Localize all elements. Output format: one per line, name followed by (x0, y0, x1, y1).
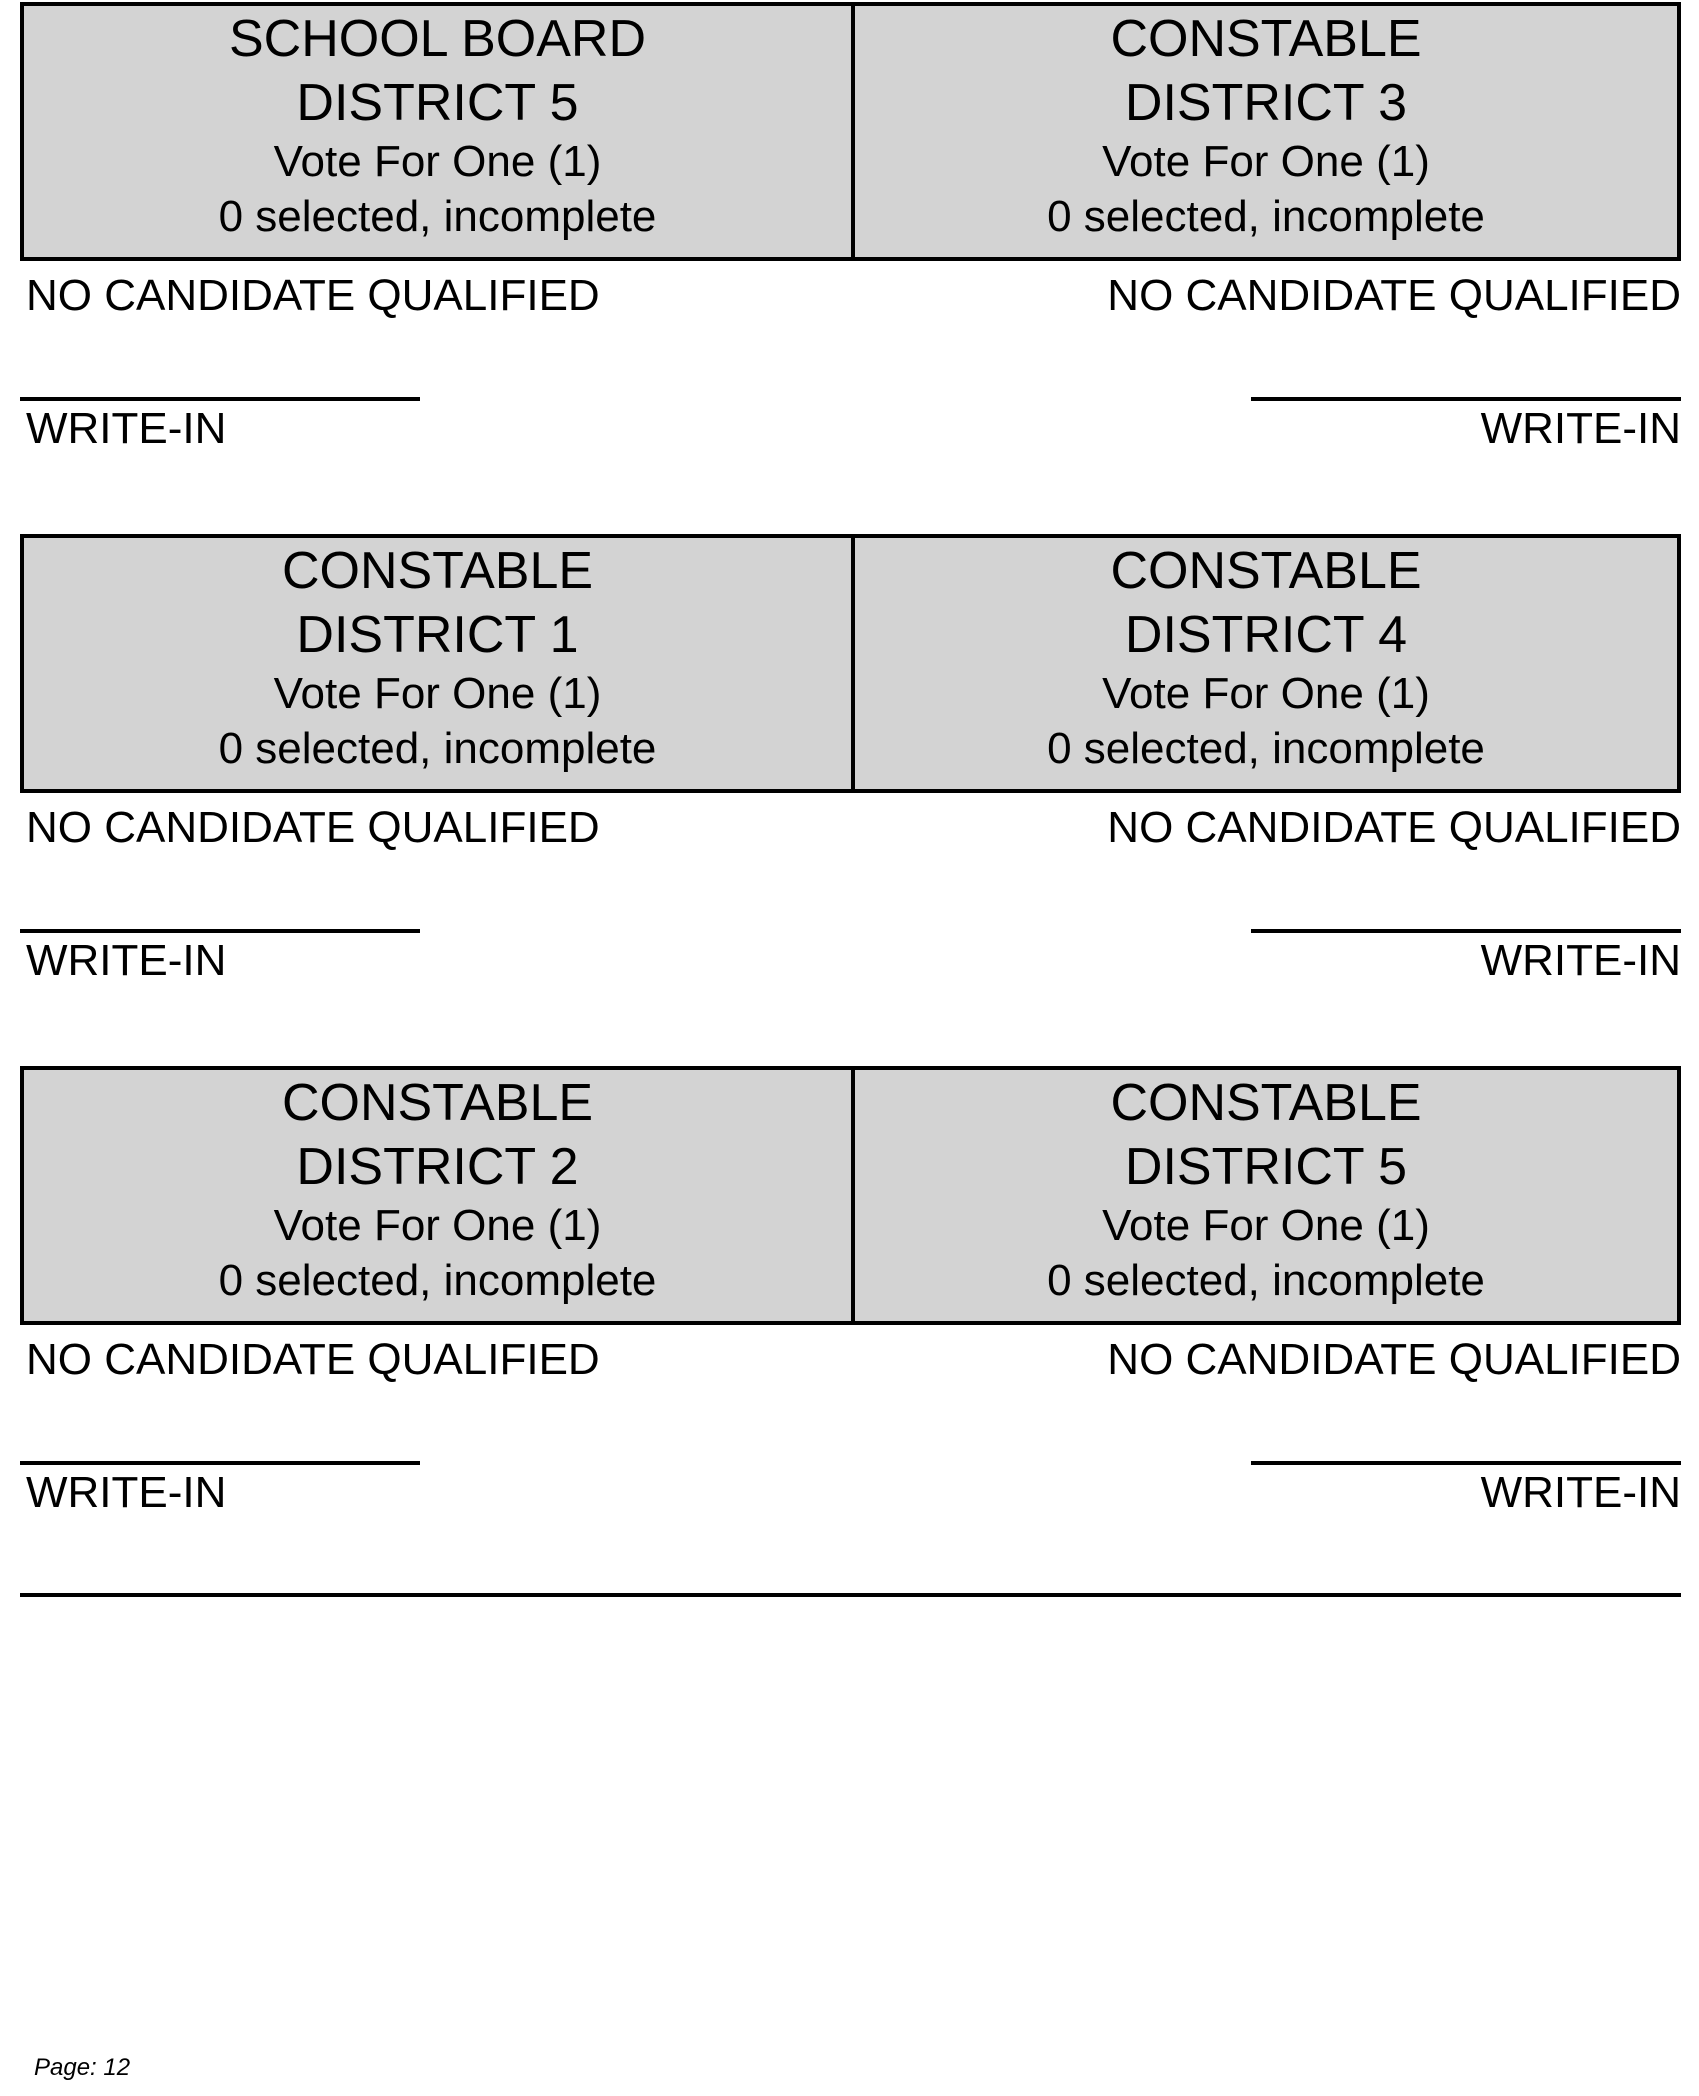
selection-status: 0 selected, incomplete (218, 192, 657, 241)
selection-status: 0 selected, incomplete (1047, 192, 1485, 241)
write-in-label: WRITE-IN (26, 936, 227, 985)
contest-district: DISTRICT 5 (1124, 1138, 1408, 1196)
selection-status: 0 selected, incomplete (1047, 1256, 1485, 1305)
contest-header-constable-district-2 (24, 1070, 851, 1321)
candidate-option[interactable]: NO CANDIDATE QUALIFIED (1107, 1335, 1681, 1384)
ballot-row-3 (20, 1064, 1681, 1594)
selection-status: 0 selected, incomplete (1047, 724, 1485, 773)
contest-header-school-board-district-5 (24, 6, 851, 257)
contest-header-row (20, 1066, 1681, 1325)
contest-district: DISTRICT 5 (296, 74, 579, 132)
contest-district: DISTRICT 1 (296, 606, 579, 664)
candidate-option[interactable]: NO CANDIDATE QUALIFIED (26, 271, 600, 320)
selection-status: 0 selected, incomplete (218, 1256, 657, 1305)
contest-district: DISTRICT 4 (1124, 606, 1408, 664)
candidate-option[interactable]: NO CANDIDATE QUALIFIED (1107, 803, 1681, 852)
candidate-option[interactable]: NO CANDIDATE QUALIFIED (26, 1335, 600, 1384)
write-in-label: WRITE-IN (26, 1468, 227, 1517)
contest-district: DISTRICT 3 (1124, 74, 1408, 132)
contest-title: CONSTABLE (1110, 542, 1422, 600)
contest-title: SCHOOL BOARD (228, 10, 647, 68)
ballot-row-1 (20, 0, 1681, 530)
contest-header-constable-district-5 (855, 1070, 1677, 1321)
contest-header-row (20, 2, 1681, 261)
contest-title: CONSTABLE (281, 542, 594, 600)
contest-title: CONSTABLE (1110, 1074, 1422, 1132)
vote-for-instruction: Vote For One (1) (273, 1201, 602, 1250)
vote-for-instruction: Vote For One (1) (1102, 669, 1430, 718)
ballot-row-2 (20, 532, 1681, 1062)
page-number: Page: 12 (34, 2054, 131, 2081)
candidate-option[interactable]: NO CANDIDATE QUALIFIED (26, 803, 600, 852)
vote-for-instruction: Vote For One (1) (1102, 1201, 1430, 1250)
contest-title: CONSTABLE (281, 1074, 594, 1132)
candidate-option[interactable]: NO CANDIDATE QUALIFIED (1107, 271, 1681, 320)
contest-district: DISTRICT 2 (296, 1138, 579, 1196)
vote-for-instruction: Vote For One (1) (273, 669, 602, 718)
vote-for-instruction: Vote For One (1) (1102, 137, 1430, 186)
contest-header-row (20, 534, 1681, 793)
selection-status: 0 selected, incomplete (218, 724, 657, 773)
section-end-rule (20, 1593, 1681, 1597)
write-in-label: WRITE-IN (1480, 936, 1681, 985)
contest-header-constable-district-1 (24, 538, 851, 789)
write-in-label: WRITE-IN (1480, 1468, 1681, 1517)
contest-header-constable-district-4 (855, 538, 1677, 789)
contest-header-constable-district-3 (855, 6, 1677, 257)
contest-title: CONSTABLE (1110, 10, 1422, 68)
write-in-label: WRITE-IN (1480, 404, 1681, 453)
write-in-label: WRITE-IN (26, 404, 227, 453)
vote-for-instruction: Vote For One (1) (273, 137, 602, 186)
